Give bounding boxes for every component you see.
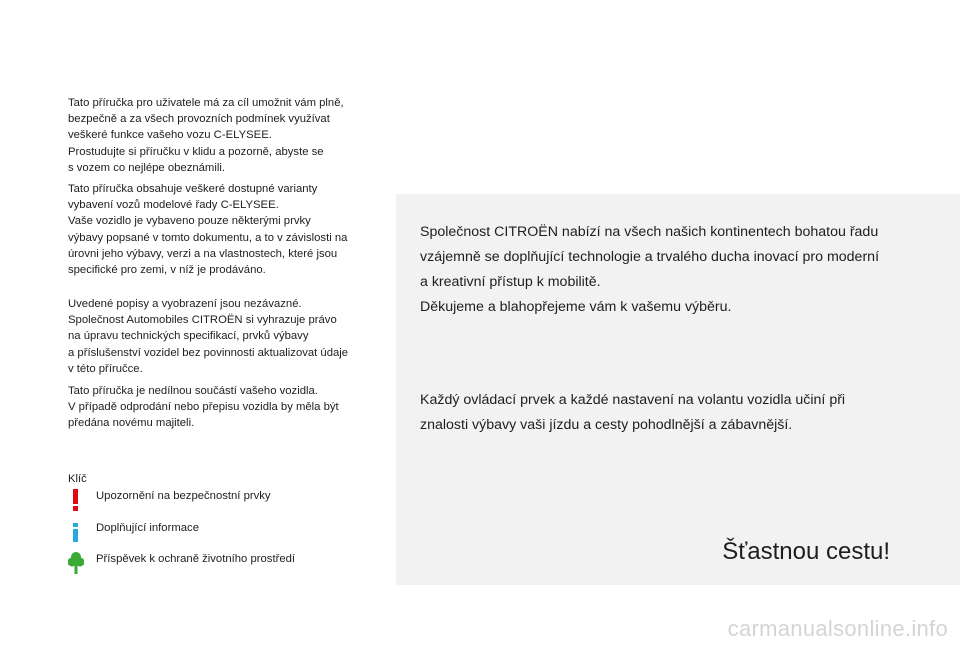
welcome-panel bbox=[396, 194, 960, 585]
text-line: specifické pro zemi, v níž je prodáváno. bbox=[68, 264, 266, 277]
key-item-info bbox=[68, 520, 368, 544]
info-icon bbox=[68, 520, 84, 544]
tree-icon bbox=[68, 551, 84, 575]
text-line: V případě odprodání nebo přepisu vozidla by měla být bbox=[68, 401, 339, 414]
text-line: a kreativní přístup k mobilitě. bbox=[420, 274, 601, 290]
text-line: s vozem co nejlépe obeznámili. bbox=[68, 161, 225, 174]
text-line: Děkujeme a blahopřejeme vám k vašemu výběru. bbox=[420, 299, 732, 315]
text-line: výbavy popsané v tomto dokumentu, a to v závislosti na bbox=[68, 231, 348, 244]
slogan: Šťastnou cestu! bbox=[722, 538, 890, 565]
text-line: veškeré funkce vašeho vozu C-ELYSEE. bbox=[68, 129, 272, 142]
text-line: úrovni jeho výbavy, verzi a na vlastnostech, které jsou bbox=[68, 247, 338, 260]
watermark: carmanualsonline.info bbox=[727, 616, 948, 641]
key-title: Klíč bbox=[68, 473, 87, 485]
text-line: Uvedené popisy a vyobrazení jsou nezávazné. bbox=[68, 298, 302, 310]
key-item-safety bbox=[68, 488, 368, 512]
intro-paragraph-disclaimer bbox=[68, 296, 348, 377]
text-line: Tato příručka obsahuje veškeré dostupné varianty bbox=[68, 183, 318, 195]
intro-paragraph-ownership bbox=[68, 383, 339, 432]
text-line: Tato příručka je nedílnou součástí vašeho vozidla. bbox=[68, 385, 318, 397]
intro-paragraph-variants bbox=[68, 181, 347, 278]
text-line: v této příručce. bbox=[68, 362, 143, 375]
key-label: Příspěvek k ochraně životního prostředí bbox=[96, 553, 296, 565]
welcome-text bbox=[420, 220, 940, 320]
controls-text bbox=[420, 388, 940, 438]
text-line: Společnost CITROËN nabízí na všech našich kontinentech bohatou řadu bbox=[420, 224, 879, 240]
key-label: Upozornění na bezpečnostní prvky bbox=[96, 490, 271, 502]
text-line: vzájemně se doplňující technologie a trvalého ducha inovací pro moderní bbox=[420, 249, 880, 265]
text-line: na úpravu technických specifikací, prvků výbavy bbox=[68, 330, 309, 343]
text-line: Tato příručka pro uživatele má za cíl umožnit vám plně, bbox=[68, 97, 344, 109]
text-line: předána novému majiteli. bbox=[68, 417, 195, 430]
text-line: znalosti výbavy vaši jízdu a cesty pohodlnější a zábavnější. bbox=[420, 417, 793, 433]
text-line: bezpečně a za všech provozních podmínek využívat bbox=[68, 113, 330, 126]
intro-paragraph-purpose bbox=[68, 95, 344, 176]
text-line: Vaše vozidlo je vybaveno pouze některými prvky bbox=[68, 215, 311, 228]
exclamation-icon bbox=[68, 488, 84, 512]
key-label: Doplňující informace bbox=[96, 522, 199, 534]
key-item-environment bbox=[68, 551, 368, 575]
text-line: Společnost Automobiles CITROËN si vyhrazuje právo bbox=[68, 314, 337, 327]
text-line: vybavení vozů modelové řady C-ELYSEE. bbox=[68, 199, 279, 212]
text-line: Prostudujte si příručku v klidu a pozorně, abyste se bbox=[68, 145, 324, 158]
text-line: Každý ovládací prvek a každé nastavení na volantu vozidla učiní při bbox=[420, 392, 846, 408]
text-line: a příslušenství vozidel bez povinnosti aktualizovat údaje bbox=[68, 346, 349, 359]
